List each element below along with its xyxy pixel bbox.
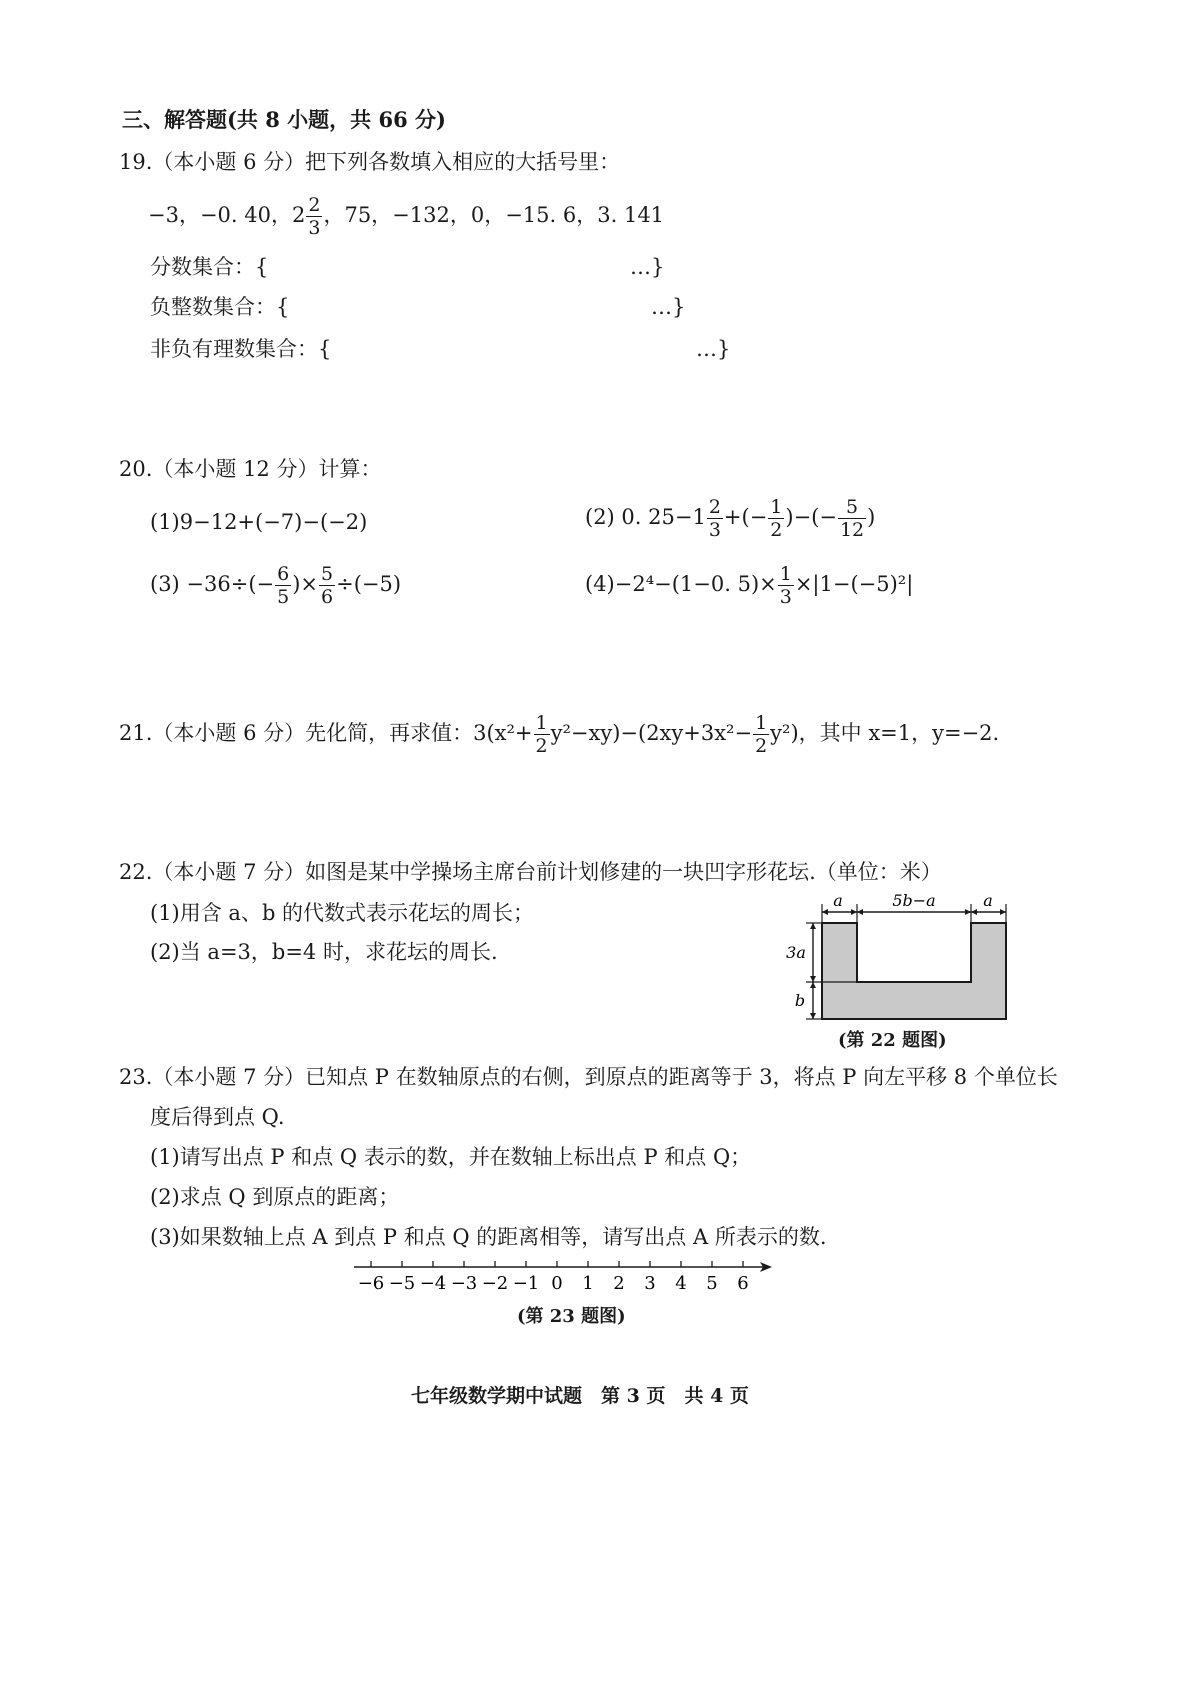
q20-p2-frac2	[768, 496, 784, 541]
frac-num: 1	[779, 563, 792, 585]
q20-p4-frac	[778, 563, 794, 608]
q20-p2-b: +(−	[723, 505, 768, 529]
label-a-right: a	[983, 891, 993, 910]
axis-tick-label: −6	[357, 1273, 385, 1294]
frac-den: 12	[839, 519, 865, 541]
axis-tick-label: 2	[613, 1273, 625, 1294]
q19-heading: 19.（本小题 6 分）把下列各数填入相应的大括号里：	[119, 150, 621, 174]
frac-num: 5	[321, 563, 334, 585]
q23-heading-line2: 度后得到点 Q.	[150, 1105, 285, 1129]
q19-numbers-after: ，75，−132，0，−15. 6，3. 141	[323, 203, 665, 227]
q19-mixed-fraction	[306, 194, 322, 239]
frac-den: 2	[535, 735, 548, 757]
q20-p2-e: )	[867, 505, 876, 529]
frac-num: 6	[277, 563, 290, 585]
q20-p2-c: )−(−	[785, 505, 837, 529]
q21-a: 21.（本小题 6 分）先化简，再求值：3(x²+	[119, 721, 533, 745]
q20-heading: 20.（本小题 12 分）计算：	[119, 457, 382, 481]
axis-tick-label: −1	[512, 1273, 540, 1294]
q19-set-fraction-end: …}	[630, 255, 665, 279]
axis-tick-label: 4	[675, 1273, 687, 1294]
number-line-ticks	[358, 1261, 749, 1294]
q19-frac-den: 3	[308, 217, 321, 239]
q20-p2-frac3	[838, 496, 866, 541]
q20-p2-a: (2) 0. 25−1	[585, 505, 706, 529]
q19-set-negint-end: …}	[651, 295, 686, 319]
axis-tick-label: −4	[419, 1273, 447, 1294]
frac-den: 5	[277, 586, 290, 608]
q22-part1: (1)用含 a、b 的代数式表示花坛的周长；	[150, 901, 535, 925]
q21-b: y²−xy)−(2xy+3x²−	[550, 721, 753, 745]
axis-tick-label: −3	[450, 1273, 478, 1294]
q19-set-nonneg-label: 非负有理数集合：{	[150, 337, 332, 361]
frac-num: 5	[838, 496, 866, 519]
q19-set-fraction-label: 分数集合：{	[150, 255, 269, 279]
axis-tick-label: 5	[706, 1273, 718, 1294]
q19-number-list	[148, 194, 664, 239]
frac-den: 3	[708, 519, 721, 541]
axis-tick-label: −2	[481, 1273, 509, 1294]
q19-numbers-before: −3，−0. 40，2	[148, 203, 306, 227]
q19-frac-num: 2	[308, 194, 321, 216]
q20-p4-a: (4)−2⁴−(1−0. 5)×	[585, 572, 777, 596]
q23-caption: (第 23 题图)	[517, 1306, 626, 1327]
q22-flowerbed-figure	[780, 890, 1020, 1025]
q21-text	[119, 712, 999, 757]
q21-c: y²)，其中 x=1，y=−2.	[770, 721, 1000, 745]
frac-den: 6	[321, 586, 334, 608]
page-footer: 七年级数学期中试题 第 3 页 共 4 页	[411, 1385, 749, 1407]
q19-set-nonneg-end: …}	[696, 337, 731, 361]
label-3a: 3a	[786, 943, 806, 962]
q21-frac1	[534, 712, 550, 757]
frac-den: 2	[770, 519, 783, 541]
q20-part4	[585, 563, 913, 608]
q20-p3-b: )×	[292, 572, 319, 596]
axis-tick-label: −5	[388, 1273, 416, 1294]
frac-num: 1	[535, 712, 548, 734]
q23-part2: (2)求点 Q 到原点的距离；	[150, 1185, 400, 1209]
q20-part2	[585, 496, 875, 541]
q23-part1: (1)请写出点 P 和点 Q 表示的数，并在数轴上标出点 P 和点 Q；	[150, 1145, 752, 1169]
q20-p3-frac2	[319, 563, 335, 608]
q20-p4-b: ×|1−(−5)²|	[794, 572, 914, 596]
flowerbed-shape	[822, 923, 1006, 1019]
axis-tick-label: 0	[551, 1273, 563, 1294]
q19-set-negint-label: 负整数集合：{	[150, 295, 290, 319]
axis-tick-label: 6	[737, 1273, 749, 1294]
frac-num: 1	[770, 496, 783, 518]
frac-num: 1	[755, 712, 768, 734]
q21-frac2	[753, 712, 769, 757]
q20-part3	[150, 563, 401, 608]
label-a-left: a	[833, 891, 843, 910]
q20-part1: (1)9−12+(−7)−(−2)	[150, 510, 368, 534]
q20-p2-frac1	[707, 496, 723, 541]
q22-heading: 22.（本小题 7 分）如图是某中学操场主席台前计划修建的一块凹字形花坛.（单位：米）	[119, 860, 942, 884]
q22-part2: (2)当 a=3，b=4 时，求花坛的周长.	[150, 940, 498, 964]
q23-part3: (3)如果数轴上点 A 到点 P 和点 Q 的距离相等，请写出点 A 所表示的数.	[150, 1225, 827, 1249]
axis-tick-label: 3	[644, 1273, 656, 1294]
axis-tick-label: 1	[582, 1273, 594, 1294]
q22-caption: (第 22 题图)	[838, 1030, 947, 1051]
label-5b-a: 5b−a	[892, 891, 936, 910]
label-b: b	[794, 991, 806, 1010]
frac-den: 3	[779, 586, 792, 608]
q23-number-line	[340, 1255, 790, 1300]
section-title: 三、解答题(共 8 小题，共 66 分)	[122, 107, 446, 132]
frac-num: 2	[708, 496, 721, 518]
q23-heading-line1: 23.（本小题 7 分）已知点 P 在数轴原点的右侧，到原点的距离等于 3，将点 P 向左平移 8 个单位长	[119, 1065, 1058, 1089]
q20-p3-a: (3) −36÷(−	[150, 572, 275, 596]
frac-den: 2	[755, 735, 768, 757]
q20-p3-frac1	[275, 563, 291, 608]
q20-p3-c: ÷(−5)	[336, 572, 402, 596]
